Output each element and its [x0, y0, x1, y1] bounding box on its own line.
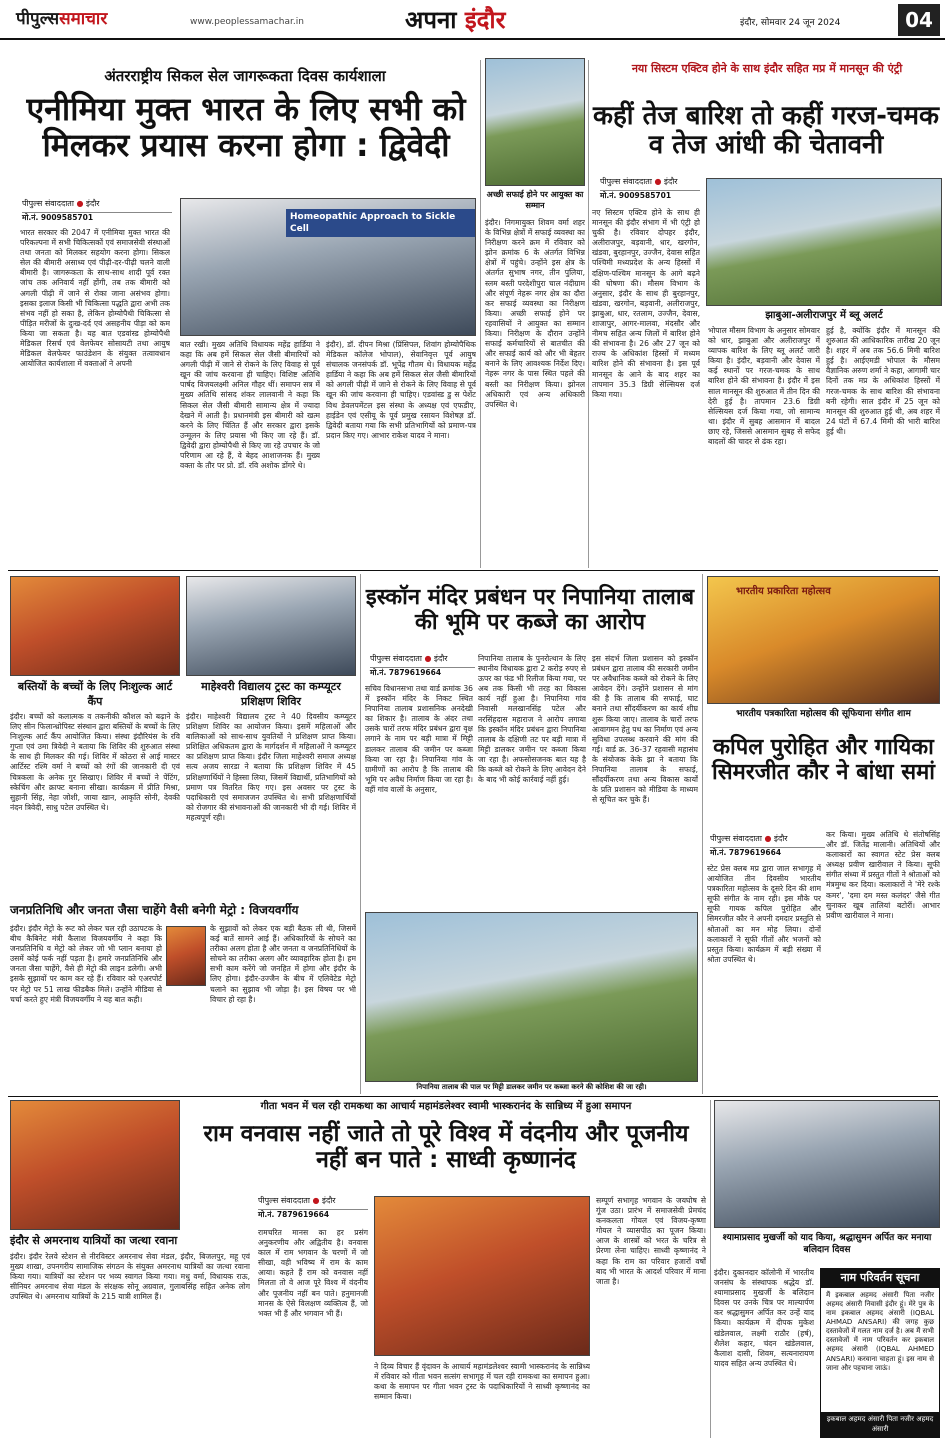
location-pin-icon: ●	[76, 199, 84, 208]
column-divider	[360, 574, 361, 1094]
row-divider	[8, 570, 938, 571]
masthead	[0, 0, 945, 40]
art-camp-headline: बस्तियों के बच्चों के लिए निःशुल्क आर्ट कैंप	[17, 680, 173, 708]
article7-headline: इस्कॉन मंदिर प्रबंधन पर निपानिया तालाब की भूमि पर कब्जे का आरोप	[365, 585, 695, 635]
article10-headline: इंदौर से अमरनाथ यात्रियों का जत्था रवाना	[10, 1234, 178, 1247]
article6-col1: इंदौर। इंदौर मेट्रो के रूट को लेकर चल रही उठापटक के बीच कैबिनेट मंत्री कैलाश विजयवर्गीय ने कहा कि जनप्रतिनिधि व मेट्रो को लेकर जो भी प्लान बनाया हो उसमें कोई फर्क नहीं पड़ता है। हमारे जनप्रतिनिधि और जनता जैसा चाहेंगे, वैसे ही मेट्रो की लाइन डलेगी। अभी इसके सुझावों पर काम कर रहे हैं। रविवार को एअरपोर्ट पर मेट्रो पर 51 लाख फीडबैक मिले। उन्होंने मीडिया से चर्चा करते हुए मंत्री विजयवर्गीय ने यह बात कही।	[10, 924, 162, 1004]
training-photo	[186, 576, 356, 676]
article1-kicker: अंतरराष्ट्रीय सिकल सेल जागरूकता दिवस कार्यशाला	[104, 67, 386, 85]
article7-byline	[370, 654, 475, 668]
logo-text-a: पीपुल्स	[16, 9, 60, 29]
row-divider	[8, 1096, 938, 1097]
article1-byline	[22, 199, 172, 213]
location-pin-icon: ●	[764, 834, 772, 843]
lake-photo-caption: निपानिया तालाब की पाल पर मिट्टी डालकर जमीन पर कब्जा करने की कोशिश की जा रही।	[416, 1083, 647, 1091]
article8-col1: स्टेट प्रेस क्लब मप्र द्वारा जाल सभागृह में आयोजित तीन दिवसीय भारतीय पत्रकारिता महोत्सव के दूसरे दिन की शाम सूफी संगीत के नाम रही। इस मौके पर सूफी गायक कपिल पुरोहित और सिमरजीत कौर ने अपनी दमदार प्रस्तुति से श्रोताओं का मन मोह लिया। दोनों कलाकारों ने सूफी गीतों और भजनों को प्रस्तुत किया। कार्यक्रम में बड़ी संख्या में श्रोता उपस्थित थे।	[707, 864, 821, 964]
byline-name: पीपुल्स संवाददाता	[710, 834, 762, 843]
katha-photo	[374, 1196, 590, 1356]
tribute-photo	[714, 1100, 940, 1228]
section-title-b: इंदौर	[464, 6, 506, 34]
article7-mobile: मो.नं. 7879619664	[370, 668, 442, 677]
article6-col2: के सुझावों को लेकर एक बड़ी बैठक ली थी, जिसमें कई बातें सामने आई हैं। अधिकारियों के सोचने का तरीका अलग होता है और जनता व जनप्रतिनिधियों के सोचने का तरीका अलग और व्यावहारिक होता है। हम सभी काम करेंगे जो जनहित में होगा और इंदौर के लिए होगा। इंदौर-उज्जैन के बीच में एलिवेटेड मेट्रो चलाने का सुझाव भी जोड़ा है। इस विषय पर भी विचार हो रहा है।	[210, 924, 356, 1004]
dateline: इंदौर, सोमवार 24 जून 2024	[740, 18, 841, 28]
byline-city: इंदौर	[664, 177, 678, 186]
commissioner-photo	[485, 58, 585, 186]
page-number: 04	[898, 4, 940, 36]
column-divider	[702, 574, 703, 1094]
minister-portrait	[166, 926, 206, 986]
music-event-photo	[707, 576, 940, 704]
music-photo-caption: भारतीय पत्रकारिता महोत्सव की सूफियाना संगीत शाम	[736, 709, 911, 719]
byline-name: पीपुल्स संवाददाता	[600, 177, 652, 186]
photo-banner-text: Homeopathic Approach to Sickle Cell	[286, 209, 475, 237]
article4-body: इंदौर। बच्चों को कलात्मक व तकनीकी कौशल को बढ़ाने के लिए सीन फिलान्थ्रोपिस्ट संस्थान द्वारा बस्तियों के बच्चों के लिए निःशुल्क आर्ट कैंप आयोजित किया। संस्था इंदौरियंस के रवि गुप्ता एवं उमा त्रिवेदी ने बताया कि शिविर की शुरुआत संस्था के साथ ही मिलकर की गई। शिविर में कोठरा से आई मास्टर आर्टिस्ट रश्मि वर्मा ने बच्चों को रंगों की जानकारी दी एवं चित्रकला के अनेक गुर सिखाए। शिविर में बच्चों ने पेंटिंग, स्केचिंग और क्राफ्ट बनाना सीखा। कार्यक्रम में प्रीति मिश्रा, सुहानी सिंह, नेहा जोशी, जाया खान, आकृति सोनी, देवकी नंदन त्रिवेदी, साधु पटेल उपस्थित थे।	[10, 712, 180, 812]
monsoon-photo-caption: झाबुआ-अलीराजपुर में ब्लू अलर्ट	[765, 310, 883, 321]
article8-byline	[710, 834, 825, 848]
lake-photo	[365, 912, 698, 1082]
tribute-photo-caption: श्यामाप्रसाद मुखर्जी को याद किया, श्रद्धासुमन अर्पित कर मनाया बलिदान दिवस	[722, 1233, 932, 1256]
article7-col2: निपानिया तालाब के पुनरोत्थान के लिए स्थानीय विधायक द्वारा 2 करोड़ रुपए से ऊपर का फंड भी रिलीज किया गया, पर अब तक किसी भी तरह का विकास कार्य नहीं हुआ है। निपानिया गांव निवासी मलखानसिंह पटेल और नरसिंहदास महाराज ने आरोप लगाया कि इस्कॉन मंदिर प्रबंधन द्वारा निपानिया तालाब के दक्षिणी तट पर बड़ी मात्रा में मिट्टी डालकर जमीन पर कब्जा किया जा रहा है। अफसोसजनक बात यह है कि कब्जे को रोकने के लिए आवेदन देने के बाद भी कोई कार्रवाई नहीं हुई।	[478, 654, 586, 785]
section-title-a: अपना	[405, 6, 457, 34]
article9-headline: राम वनवास नहीं जाते तो पूरे विश्व में वंदनीय और पूजनीय नहीं बन पाते : साध्वी कृष्णानंद	[203, 1121, 689, 1173]
article6-headline: जनप्रतिनिधि और जनता जैसा चाहेंगे वैसी बनेगी मेट्रो : विजयवर्गीय	[10, 903, 299, 917]
notice-footer: इकबाल अहमद अंसारी पिता नजीर अहमद अंसारी	[821, 1412, 939, 1437]
byline-city: इंदौर	[434, 654, 448, 663]
article9-mobile: मो.नं. 7879619664	[258, 1210, 330, 1219]
poster-title: भारतीय प्रकारिता महोत्सव	[736, 586, 831, 597]
amarnath-photo	[10, 1100, 180, 1230]
location-pin-icon: ●	[424, 654, 432, 663]
art-camp-photo	[10, 576, 180, 676]
article1-headline: एनीमिया मुक्त भारत के लिए सभी को मिलकर प्रयास करना होगा : द्विवेदी	[26, 90, 466, 164]
article2-body: इंदौर। निगमायुक्त शिवम वर्मा शहर के विभिन्न क्षेत्रों में सफाई व्यवस्था का निरीक्षण करने क्रम में रविवार को झोन क्रमांक 6 के अंतर्गत विभिन्न क्षेत्रों में पहुंचे। उन्होंने इस क्षेत्र के अंतर्गत सुभाष नगर, तीन पुलिया, स्लम बस्ती परदेशीपुरा चाल नंदीग्राम और संपूर्ण नेहरू नगर क्षेत्र का दौरा कर सफाई व्यवस्था का निरीक्षण किया। अच्छी सफाई होने पर रहवासियों ने आयुक्त का सम्मान किया। निरीक्षण के दौरान उन्होंने सफाई कर्मचारियों से बातचीत की और सफाई कार्य को और भी बेहतर बनाने के लिए आवश्यक निर्देश दिए। नेहरू नगर के पास स्थित पहले की बस्ती का निरीक्षण किया। झोनल अधिकारी एवं अन्य अधिकारी उपस्थित थे।	[485, 218, 585, 409]
notice-body: मैं इकबाल अहमद अंसारी पिता नजीर अहमद अंसारी निवासी इंदौर हूं। मेरे पुत्र के नाम इकबाल अहमद अंसारी (IQBAL AHMAD ANSARI) की जगह कुछ दस्तावेजों में गलत नाम दर्ज है। अब मैं सभी दस्तावेजों में नाम परिवर्तन कर इकबाल अहमद अंसारी (IQBAL AHMED ANSARI) करवाना चाहता हूं। इस नाम से जाना और पहचाना जाऊं।	[826, 1290, 934, 1372]
article9-col3: सम्पूर्ण सभागृह भगवान के जयघोष से गूंज उठा। प्रारंभ में समाजसेवी प्रेमचंद कनकलता गोयल एवं विजय-कृष्णा गोयल ने व्यासपीठ का पूजन किया। आज के शास्त्रों को भरत के चरित्र से प्रेरणा लेना चाहिए। साध्वी कृष्णानंद ने कहा कि राम का परिवार हजारों वर्षों बाद भी भारत के आदर्श परिवार में माना जाता है।	[596, 1196, 706, 1286]
article5-body: इंदौर। माहेश्वरी विद्यालय ट्रस्ट ने 40 दिवसीय कम्प्यूटर प्रशिक्षण शिविर का आयोजन किया। इसमें महिलाओं और बालिकाओं को साथ-साथ युवतियों ने प्रशिक्षण प्राप्त किया। प्रशिक्षित अधिकतम द्वारा के मार्गदर्शन में महिलाओं ने कम्प्यूटर का प्रशिक्षण प्राप्त किया। इंदौर जिला माहेश्वरी समाज अध्यक्ष सत्य अजय सारडा ने बताया कि प्रशिक्षण शिविर में 45 प्रशिक्षणार्थियों ने हिस्सा लिया, जिसमें विद्यार्थी, प्रतिभागियों को प्रमाण पत्र वितरित किए गए। इस अवसर पर ट्रस्ट के पदाधिकारी एवं समाजजन उपस्थित थे। सभी प्रशिक्षणार्थियों को रोजगार की संभावनाओं की जानकारी भी दी गई। शिविर में महत्वपूर्ण रही।	[186, 712, 356, 822]
byline-name: पीपुल्स संवाददाता	[258, 1196, 310, 1205]
name-change-notice	[820, 1268, 940, 1438]
column-divider	[588, 60, 589, 568]
article1-photo	[180, 198, 476, 336]
article11-body: इंदौर। दुकानदार कॉलोनी में भारतीय जनसंघ के संस्थापक श्रद्धेय डॉ. श्यामाप्रसाद मुखर्जी के बलिदान दिवस पर उनके चित्र पर माल्यार्पण कर श्रद्धासुमन अर्पित कर उन्हें याद किया। कार्यक्रम में दीपक मुकेश खंडेलवाल, लक्ष्मी राठौर (हर्ष), शैलेश कहार, चंदन खंडेलवाल, कैलाश दासी, शिवम, सत्यनारायण यादव सहित अन्य उपस्थित थे।	[714, 1268, 814, 1368]
article3b-col2: हुई है, क्योंकि इंदौर में मानसून की शुरुआत की आधिकारिक तारीख 20 जून है। शहर में अब तक 56.6 मिमी बारिश हुई है। आईएमडी भोपाल के मौसम वैज्ञानिक अरुण शर्मा ने कहा, आगामी चार दिनों तक मप्र के अधिकांश हिस्सों में गरज-चमक के साथ बारिश की संभावना बनी रहेगी। साल इंदौर में 25 जून को मानसून की शुरुआत हुई थी, अब शहर में 24 घंटों में 67.4 मिमी की भारी बारिश हुई थी।	[826, 326, 940, 436]
article1-col3: इंदौर), डॉ. दीपन मिश्रा (प्रिंसिपल, शिवांग होम्योपैथिक मेडिकल कॉलेज भोपाल), सेवानिवृत्त पूर्व आयुष संचालक जनसंपर्क डॉ. भूपेंद्र गौतम थे। विधायक महेंद्र हार्डिया ने कहा कि अब हमें सिकल सेल जैसी बीमारियों को अगली पीढ़ी में जाने से रोकने के लिए विवाह से पूर्व खून की जांच करवाना ही चाहिए। एडवांस्ड डु स पेशेंट विथ डेवलपमेंटल इस संस्था के अध्यक्ष एवं एफडीए, हाईडेन एवं एसीयू के पूर्व प्रमुख रसायन विशेषज्ञ डॉ. द्विवेदी बताया गया कि सभी प्रतिभागियों को प्रमाण-पत्र प्रदान किए गए। आभार राकेश यादव ने माना।	[326, 340, 476, 440]
section-title	[405, 4, 505, 36]
monsoon-photo	[706, 178, 942, 306]
article3-kicker: नया सिस्टम एक्टिव होने के साथ इंदौर सहित मप्र में मानसून की एंट्री	[631, 62, 903, 75]
training-headline: माहेश्वरी विद्यालय ट्रस्ट का कम्प्यूटर प्रशिक्षण शिविर	[201, 680, 341, 708]
column-divider	[710, 1100, 711, 1438]
article3-byline	[600, 177, 700, 191]
newspaper-logo	[16, 8, 107, 31]
article3-mobile: मो.नं. 9009585701	[600, 191, 672, 200]
website-url[interactable]: www.peoplessamachar.in	[190, 17, 304, 27]
article9-kicker: गीता भवन में चल रही रामकथा का आचार्य महामंडलेश्वर स्वामी भास्करानंद के सान्निध्य में हुआ समापन	[260, 1101, 632, 1112]
article3-col1: नए सिस्टम एक्टिव होने के साथ ही मानसून की इंदौर संभाग में भी एंट्री हो चुकी है। रविवार दोपहर इंदौर, अलीराजपुर, बड़वानी, धार, खरगोन, खंडवा, बुरहानपुर, उज्जैन, देवास सहित पश्चिमी मध्यप्रदेश के अन्य हिस्सों में दक्षिण-पश्चिम मानसून के आगे बढ़ने की घोषणा की। मौसम विभाग के अनुसार, इंदौर के साथ ही बुरहानपुर, खंडवा, खरगोन, बड़वानी, अलीराजपुर, झाबुआ, धार, रतलाम, उज्जैन, देवास, शाजापुर, आगर-मालवा, मंदसौर और नीमच सहित अन्य जिलों में बारिश होने की संभावना है। 26 और 27 जून को राज्य के अधिकांश हिस्सों में मध्यम बारिश होने की संभावना है। इस पूर्व मानसून के आने के बाद शहर का तापमान 35.3 डिग्री सेल्सियस दर्ज किया गया।	[592, 208, 700, 399]
article8-mobile: मो.नं. 7879619664	[710, 848, 782, 857]
notice-title: नाम परिवर्तन सूचना	[821, 1269, 939, 1288]
column-divider	[480, 60, 481, 568]
article8-col2: कर किया। मुख्य अतिथि थे संतोषसिंह और डॉ. जितेंद्र मालानी। अतिथियों और कलाकारों का स्वागत स्टेट प्रेस क्लब अध्यक्ष प्रवीण खारीवाल ने किया। सूफी संगीत संध्या में प्रस्तुत गीतों ने श्रोताओं को मंत्रमुग्ध कर दिया। कलाकारों ने 'मेरे रश्के कमर', 'दमा दम मस्त कलंदर' जैसे गीत सुनाकर खूब तालियां बटोरीं। आभार प्रवीण खारीवाल ने माना।	[826, 830, 940, 920]
article7-col1: सचिव विधानसभा तथा वार्ड क्रमांक 36 में इस्कॉन मंदिर के निकट स्थित निपानिया तालाब प्रशासनिक अनदेखी का शिकार है। तालाब के अंदर तथा उसके चारों तरफ मंदिर प्रबंधन द्वारा वृक्ष लगाने के नाम पर बड़ी मात्रा में मिट्टी डालकर तालाब की जमीन पर कब्जा किया जा रहा है। निपानिया गांव के ग्रामीणों का आरोप है कि तालाब की भूमि पर अवैध निर्माण किया जा रहा है। वहीं गांव वालों के अनुसार,	[365, 684, 473, 794]
article1-mobile: मो.नं. 9009585701	[22, 213, 94, 222]
article9-col2: ने दिव्य विचार हैं वृंदावन के आचार्य महामंडलेश्वर स्वामी भास्करानंद के सान्निध्य में रविवार को गीता भवन सत्संग सभागृह में चल रही रामकथा का समापन हुआ। कथा के समापन पर गीता भवन ट्रस्ट के पदाधिकारियों ने साध्वी कृष्णानंद का सम्मान किया।	[374, 1362, 590, 1402]
article9-byline	[258, 1196, 368, 1210]
byline-city: इंदौर	[322, 1196, 336, 1205]
article9-col1: रामचरित मानस का हर प्रसंग अनुकरणीय और अद्वितीय है। वनवास काल में राम भगवान के चरणों में जो सीखा, वही भविष्य में राम के काम आया। कहते हैं राम को वनवास नहीं मिलता तो वे आज पूरे विश्व में वंदनीय और पूजनीय नहीं बन पाते। हनुमानजी मानस के ऐसे विलक्षण व्यक्तित्व हैं, जो भक्त भी हैं और भगवान भी हैं।	[258, 1228, 368, 1318]
commissioner-photo-caption: अच्छी सफाई होने पर आयुक्त का सम्मान	[486, 190, 584, 210]
byline-name: पीपुल्स संवाददाता	[22, 199, 74, 208]
logo-text-b: समाचार	[59, 9, 108, 29]
article1-col2: बात रखी। मुख्य अतिथि विधायक महेंद्र हार्डिया ने कहा कि अब हमें सिकल सेल जैसी बीमारियों को अगली पीढ़ी में जाने से रोकने के लिए विवाह से पूर्व खून की जांच करवाना ही चाहिए। विशिष्ट अतिथि पार्षद विजयलक्ष्मी अनिल गौहर थीं। समापन सत्र में मुख्य अतिथि सांसद शंकर लालवानी ने कहा कि सिकल सेल जैसी बीमारी सामान्य क्षेत्र में ज्यादा देखने में आती है। प्रधानमंत्री इस बीमारी को खत्म करने के लिए चिंतित हैं और सरकार द्वारा इसके उन्मूलन के लिए प्रयास भी किए जा रहे हैं। डॉ. द्विवेदी द्वारा होम्योपैथी से किए जा रहे उपचार के जो परिणाम आ रहे हैं, वे बेहद आशाजनक हैं। मुख्य वक्ता के तौर पर प्रो. डॉ. रवि अशोक डोंगरे थे।	[180, 340, 320, 471]
article3b-col1: भोपाल मौसम विभाग के अनुसार सोमवार को धार, झाबुआ और अलीराजपुर में व्यापक बारिश के लिए ब्लू अलर्ट जारी किया है। इंदौर, बड़वानी और देवास में कई स्थानों पर गरज-चमक के साथ बारिश होने की संभावना है। इंदौर में इस साल मानसून की शुरुआत में तीन दिन की देरी हुई है। तापमान 23.6 डिग्री सेल्सियस दर्ज किया गया, जो सामान्य था। इंदौर में सुबह आसमान में बादल छाए रहे, जिससे आसमान सुबह से सफेद बादलों की चादर से ढंक रहा।	[708, 326, 820, 447]
location-pin-icon: ●	[654, 177, 662, 186]
article1-col1: भारत सरकार की 2047 में एनीमिया मुक्त भारत की परिकल्पना में सभी चिकित्सकों एवं समाजसेवी संस्थाओं तथा जनता को मिलकर सहयोग करना होगा। सिकल सेल की बीमारी असाध्य एवं पीढ़ी-दर-पीढ़ी चलने वाली बीमारी है। जागरूकता के साथ-साथ शादी पूर्व रक्त जांच तक अनिवार्य नहीं होंगी, तब तक बीमारी को अगली पीढ़ी में जाने से रोका जाना असंभव होगा। इसका इलाज किसी भी चिकित्सा पद्धति द्वारा अभी तक संभव नहीं हो सका है, लेकिन होम्योपैथी चिकित्सा से पीड़ित मरीजों के दुःख-दर्द एवं असहनीय पीड़ा को कम किया जा सकता है। यह बात एडवांस्ड होम्योपैथी मेडिकल रिसर्च एवं वेलफेयर सोसायटी तथा आयुष मेडिकल वेलफेयर फाउंडेशन के संयुक्त तत्वावधान आयोजित कार्यशाला में वक्ताओं ने अपनी	[20, 228, 170, 369]
article10-body: इंदौर। इंदौर रेलवे स्टेशन से नीरविस्टर अमरनाथ सेवा मंडल, इंदौर, बिजलपुर, महू एवं मुख्य शाखा, उपनगरीय सामाजिक संगठन के संयुक्त अमरनाथ यात्रियों का जत्था रवाना किया गया। यात्रियों का स्टेशन पर भव्य स्वागत किया गया। मधु वर्मा, विधायक राऊ, सीनियर अमरनाथ सेवा मंडल के संरक्षक सोनू अग्रवाल, गुलाबसिंह सहित अनेक लोग उपस्थित थे। अमरनाथ यात्रियों के 215 यात्री शामिल हैं।	[10, 1252, 250, 1302]
article3-headline: कहीं तेज बारिश तो कहीं गरज-चमक व तेज आंधी की चेतावनी	[593, 101, 939, 161]
byline-city: इंदौर	[86, 199, 100, 208]
location-pin-icon: ●	[312, 1196, 320, 1205]
byline-city: इंदौर	[774, 834, 788, 843]
article8-headline: कपिल पुरोहित और गायिका सिमरजीत कौर ने बांधा समां	[712, 735, 935, 785]
article7-col3: इस संदर्भ जिला प्रशासन को इस्कॉन प्रबंधन द्वारा तालाब की सरकारी जमीन पर अवैधानिक कब्जे को रोकने के लिए आवेदन देंगे। उन्होंने प्रशासन से मांग की है कि तालाब की सफाई, घाट बनाने तथा सौंदर्यीकरण का कार्य शीघ्र शुरू किया जाए। तालाब के चारों तरफ आवागमन हेतु पथ का निर्माण एवं अन्य सुविधा उपलब्ध करवाने की मांग की गई। वार्ड क्र. 36-37 रहवासी महासंघ के संयोजक केके झा ने बताया कि निपानिया तालाब के सफाई, सौंदर्यीकरण तथा अन्य विकास कार्यों के प्रति प्रशासन को मीडिया के माध्यम से सूचित कर चुके हैं।	[592, 654, 698, 805]
byline-name: पीपुल्स संवाददाता	[370, 654, 422, 663]
